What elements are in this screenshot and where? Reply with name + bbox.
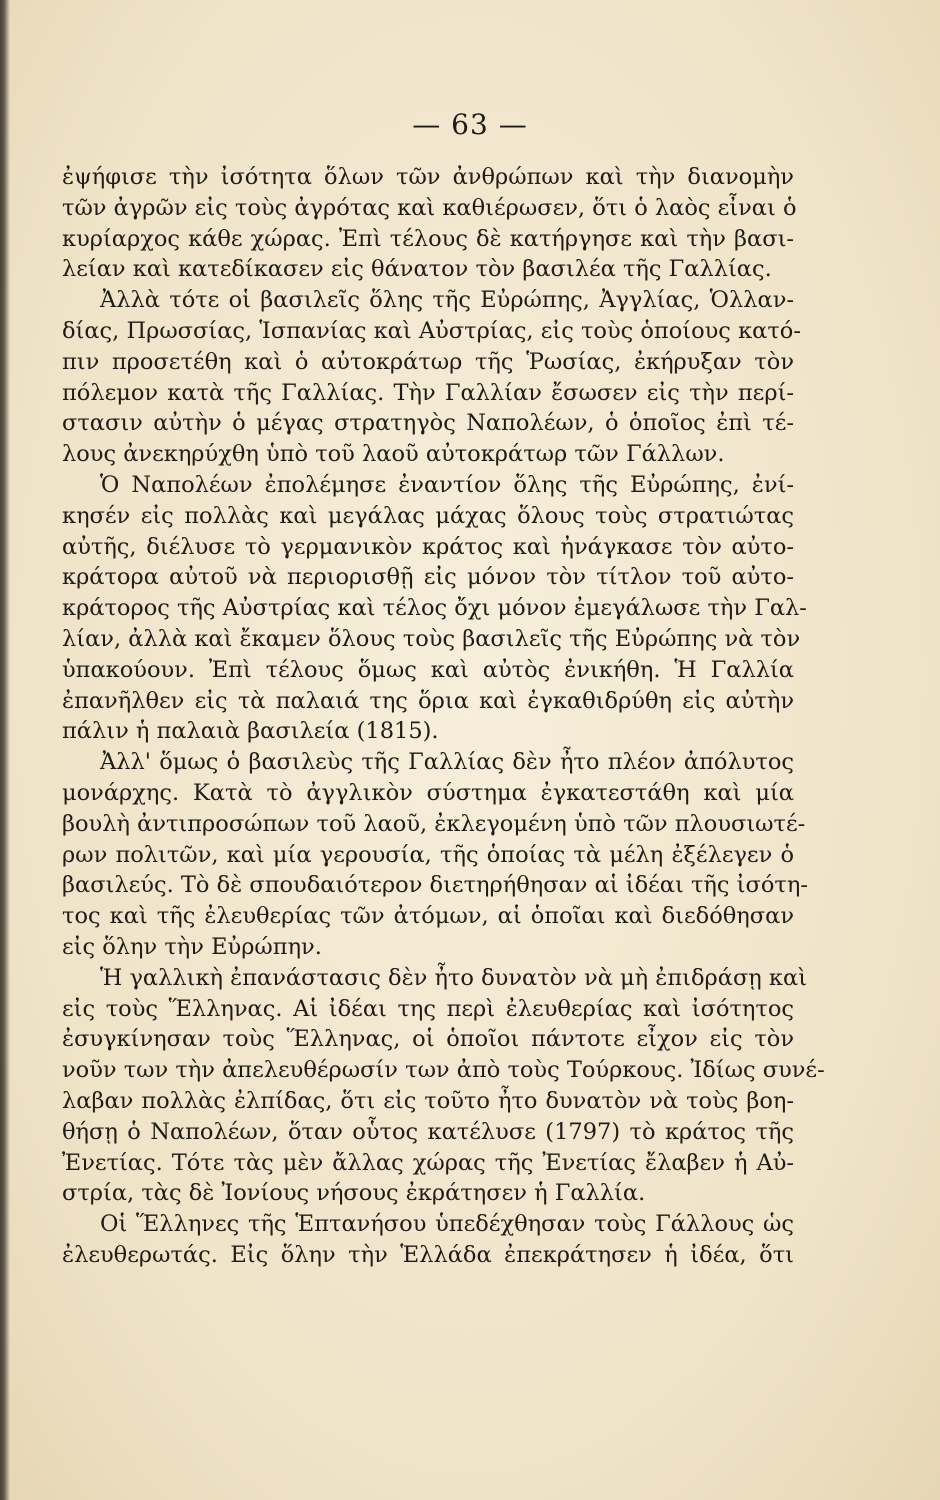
text-line: εἰς τοὺς Ἕλληνας. Αἱ ἰδέαι της περὶ ἐλευθερίας καὶ ἰσότητος — [62, 995, 794, 1022]
text-line: βασιλεύς. Τὸ δὲ σπουδαιότερον διετηρήθησαν αἱ ἰδέαι τῆς ἰσότη- — [62, 872, 808, 899]
text-line: ἐλευθερωτάς. Εἰς ὅλην τὴν Ἑλλάδα ἐπεκράτησεν ἡ ἰδέα, ὅτι — [62, 1241, 794, 1268]
text-line: θήσῃ ὁ Ναπολέων, ὅταν οὗτος κατέλυσε (1797) τὸ κράτος τῆς — [62, 1118, 794, 1145]
body-text — [62, 162, 825, 1271]
text-line: κησέν εἰς πολλὰς καὶ μεγάλας μάχας ὅλους τοὺς στρατιώτας — [62, 502, 794, 529]
text-line: δίας, Πρωσσίας, Ἱσπανίας καὶ Αὐστρίας, εἰς τοὺς ὁποίους κατό- — [62, 317, 801, 344]
text-line: πιν προσετέθη καὶ ὁ αὐτοκράτωρ τῆς Ῥωσίας, ἐκήρυξαν τὸν — [62, 348, 794, 375]
text-line: ὑπακούουν. Ἐπὶ τέλους ὅμως καὶ αὐτὸς ἐνικήθη. Ἡ Γαλλία — [62, 656, 794, 683]
text-line: μονάρχης. Κατὰ τὸ ἀγγλικὸν σύστημα ἐγκατεστάθη καὶ μία — [62, 779, 794, 806]
page-edge-shadow — [0, 0, 10, 1500]
text-line: Ἡ γαλλικὴ ἐπανάστασις δὲν ἦτο δυνατὸν νὰ μὴ ἐπιδράσῃ καὶ — [100, 964, 808, 991]
text-line: στρία, τὰς δὲ Ἰονίους νήσους ἐκράτησεν ἡ Γαλλία. — [62, 1180, 646, 1207]
text-line: ρων πολιτῶν, καὶ μία γερουσία, τῆς ὁποίας τὰ μέλη ἐξέλεγεν ὁ — [62, 841, 794, 868]
text-line: Ἀλλ' ὅμως ὁ βασιλεὺς τῆς Γαλλίας δὲν ἦτο πλέον ἀπόλυτος — [100, 749, 794, 776]
text-line: πάλιν ἡ παλαιὰ βασιλεία (1815). — [62, 718, 439, 745]
text-line: Οἱ Ἕλληνες τῆς Ἑπτανήσου ὑπεδέχθησαν τοὺς Γάλλους ὡς — [100, 1211, 794, 1238]
text-line: πόλεμον κατὰ τῆς Γαλλίας. Τὴν Γαλλίαν ἔσωσεν εἰς τὴν περί- — [62, 379, 794, 406]
text-line: στασιν αὐτὴν ὁ μέγας στρατηγὸς Ναπολέων, ὁ ὁποῖος ἐπὶ τέ- — [62, 410, 794, 437]
text-line: κράτορος τῆς Αὐστρίας καὶ τέλος ὄχι μόνον ἐμεγάλωσε τὴν Γαλ- — [62, 595, 807, 622]
text-line: αὐτῆς, διέλυσε τὸ γερμανικὸν κράτος καὶ ἠνάγκασε τὸν αὐτο- — [62, 533, 794, 560]
text-line: Ἀλλὰ τότε οἱ βασιλεῖς ὅλης τῆς Εὐρώπης, Ἀγγλίας, Ὁλλαν- — [100, 287, 794, 314]
text-line: λαβαν πολλὰς ἐλπίδας, ὅτι εἰς τοῦτο ἦτο δυνατὸν νὰ τοὺς βοη- — [62, 1087, 794, 1114]
text-line: ἐσυγκίνησαν τοὺς Ἕλληνας, οἱ ὁποῖοι πάντοτε εἶχον εἰς τὸν — [62, 1026, 794, 1053]
text-line: κράτορα αὐτοῦ νὰ περιορισθῇ εἰς μόνον τὸν τίτλον τοῦ αὐτο- — [62, 564, 794, 591]
text-line: Ἐνετίας. Τότε τὰς μὲν ἄλλας χώρας τῆς Ἐνετίας ἔλαβεν ἡ Αὐ- — [62, 1149, 794, 1176]
text-line: Ὁ Ναπολέων ἐπολέμησε ἐναντίον ὅλης τῆς Εὐρώπης, ἐνί- — [100, 471, 794, 498]
text-line: λίαν, ἀλλὰ καὶ ἔκαμεν ὅλους τοὺς βασιλεῖς τῆς Εὐρώπης νὰ τὸν — [62, 625, 801, 652]
text-line: τος καὶ τῆς ἐλευθερίας τῶν ἀτόμων, αἱ ὁποῖαι καὶ διεδόθησαν — [62, 903, 794, 930]
text-line: λείαν καὶ κατεδίκασεν εἰς θάνατον τὸν βασιλέα τῆς Γαλλίας. — [62, 256, 772, 283]
text-line: τῶν ἀγρῶν εἰς τοὺς ἀγρότας καὶ καθιέρωσεν, ὅτι ὁ λαὸς εἶναι ὁ — [62, 194, 797, 221]
text-line: ἐψήφισε τὴν ἰσότητα ὅλων τῶν ἀνθρώπων καὶ τὴν διανομὴν — [62, 164, 794, 190]
text-line: βουλὴ ἀντιπροσώπων τοῦ λαοῦ, ἐκλεγομένη ὑπὸ τῶν πλουσιωτέ- — [62, 810, 806, 837]
page-number: — 63 — — [412, 108, 528, 141]
text-line: λους ἀνεκηρύχθη ὑπὸ τοῦ λαοῦ αὐτοκράτωρ τῶν Γάλλων. — [62, 441, 725, 468]
text-line: κυρίαρχος κάθε χώρας. Ἐπὶ τέλους δὲ κατήργησε καὶ τὴν βασι- — [62, 225, 794, 252]
text-line: ἐπανῆλθεν εἰς τὰ παλαιά της ὅρια καὶ ἐγκαθιδρύθη εἰς αὐτὴν — [62, 687, 794, 714]
text-line: εἰς ὅλην τὴν Εὐρώπην. — [62, 933, 322, 960]
text-line: νοῦν των τὴν ἀπελευθέρωσίν των ἀπὸ τοὺς Τούρκους. Ἰδίως συνέ- — [62, 1057, 825, 1084]
